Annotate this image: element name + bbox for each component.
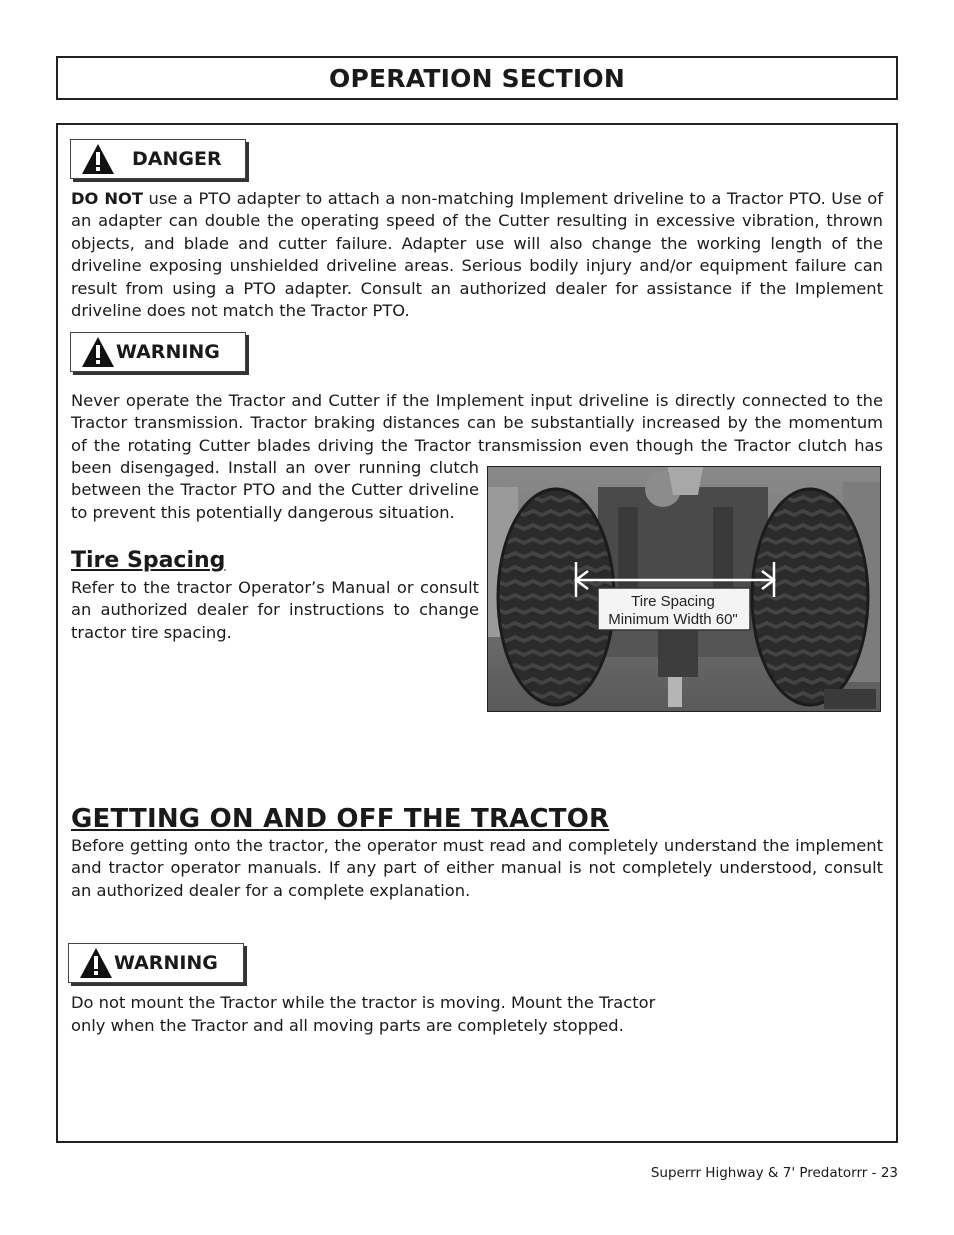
tire-spacing-paragraph: Refer to the tractor Operator’s Manual or consult an authorized dealer for instructions to change tractor tire spacing.	[71, 578, 479, 642]
warning-triangle-icon	[79, 947, 113, 979]
warning1-paragraph-full: Never operate the Tractor and Cutter if the Implement input driveline is directly connected to the Tractor transmission. Tractor braking distances can be substantially increased by the momentum of the rotating Cutter blades driving the Tractor transmission even though the Tractor clutch has	[71, 391, 883, 455]
warning-label-2	[68, 943, 244, 983]
getting-on-off-heading: GETTING ON AND OFF THE TRACTOR	[71, 804, 610, 834]
danger-text: use a PTO adapter to attach a non-matching Implement driveline to a Tractor PTO. Use of an adapter can double the operating speed of the Cutter resulting in excessive vibration, thrown objects, and blade and cutter failure. Adapter use will also change the working length of the driveline exposing unshielded driveline areas. Serious bodily injury and/or equipment failure can result from using a PTO adapter. Consult an authorized dealer for assistance if the Implement driveline does not match the Tractor PTO.	[71, 189, 883, 321]
warning-label-text: WARNING	[114, 952, 218, 974]
warning-triangle-icon	[81, 143, 115, 175]
danger-paragraph	[71, 188, 883, 322]
danger-label-text: DANGER	[132, 148, 222, 170]
photo-label-line-1: Tire Spacing	[631, 593, 715, 610]
warning2-line-2: only when the Tractor and all moving parts are completely stopped.	[71, 1016, 624, 1035]
warning-label-1	[70, 332, 246, 372]
section-header	[56, 56, 898, 100]
page-footer: Superrr Highway & 7' Predatorrr - 23	[650, 1165, 898, 1181]
tire-spacing-heading: Tire Spacing	[71, 548, 226, 573]
tractor-rear-illustration	[488, 467, 880, 711]
warning-triangle-icon	[81, 336, 115, 368]
danger-label	[70, 139, 246, 179]
warning2-line-1: Do not mount the Tractor while the tractor is moving. Mount the Tractor	[71, 993, 656, 1012]
section-title: OPERATION SECTION	[329, 63, 625, 93]
tire-spacing-photo	[487, 466, 881, 712]
warning1-paragraph-narrow: been disengaged. Install an over running clutch between the Tractor PTO and the Cutter driveline to prevent this potentially dangerous situation.	[71, 458, 479, 522]
danger-lead: DO NOT	[71, 189, 143, 208]
getting-on-off-paragraph: Before getting onto the tractor, the operator must read and completely understand the implement and tractor operator manuals. If any part of either manual is not completely understood, consult an authorized dealer for a complete explanation.	[71, 836, 883, 900]
photo-label-line-2: Minimum Width 60"	[608, 611, 738, 628]
warning-label-text: WARNING	[116, 341, 220, 363]
